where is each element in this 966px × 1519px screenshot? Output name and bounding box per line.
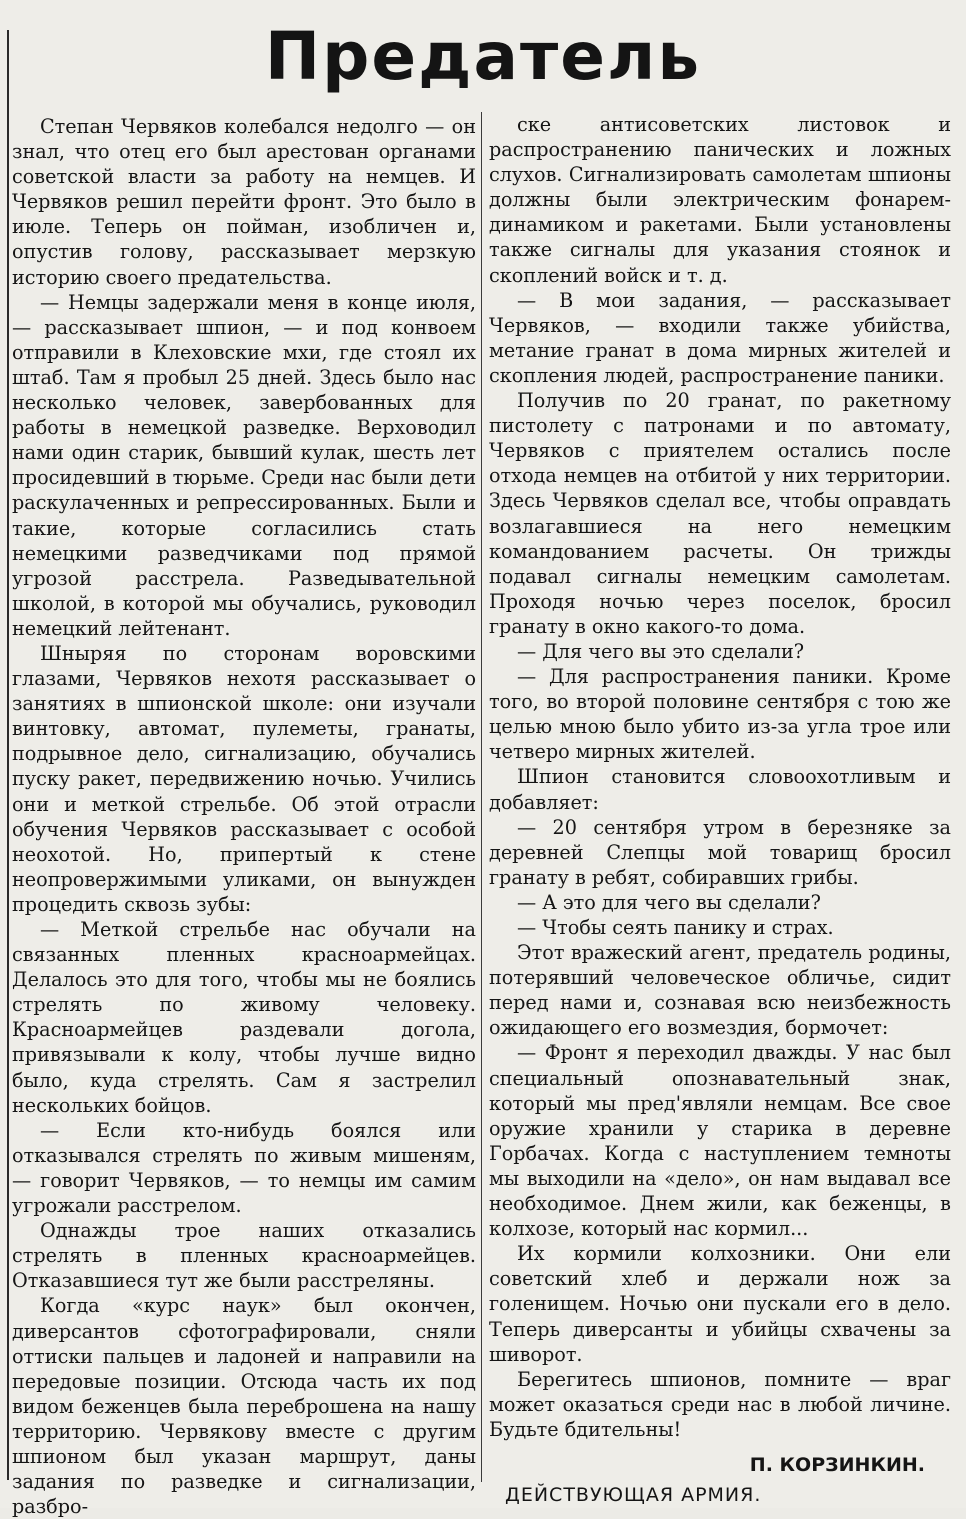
paragraph: Однажды трое наших отказались стрелять в пленных красноармейцев. Отказавшиеся тут же были расстреляны. [12, 1219, 476, 1293]
paragraph: — Чтобы сеять панику и страх. [517, 916, 834, 939]
paragraph: Получив по 20 гранат, по ракетному пистолету с патронами и по автомату, Червяков с приятелем остались после отхода немцев на отбитой у них территории. Здесь Червяков сделал все, чтобы оправдать возлагавшиеся на него немецким командованием расчеты. Он трижды подавал сигналы немецким самолетам. Проходя ночью через поселок, бросил гранату в окно какого-то дома. [489, 389, 951, 638]
paragraph: — Меткой стрельбе нас обучали на связанных пленных красноармейцах. Делалось это для того, чтобы мы не боялись стрелять по живому человеку. Красноармейцев раздевали догола, привязывали к колу, чтобы лучше видно было, куда стрелять. Сам я застрелил нескольких бойцов. [12, 918, 476, 1117]
paragraph: Шпион становится словоохотливым и добавляет: [489, 765, 951, 814]
paragraph: ске антисоветских листовок и распространению панических и ложных слухов. Сигнализировать самолетам шпионы должны были электрическим фонарем-динамиком и ракетами. Были установлены также сигналы для указания стоянок и скоплений войск и т. д. [489, 113, 951, 287]
paragraph: Когда «курс наук» был окончен, диверсантов сфотографировали, сняли оттиски пальцев и ладоней и направили на передовые позиции. Отсюда часть их под видом беженцев была переброшена на нашу территорию. Червякову вместе с другим шпионом был указан маршрут, даны задания по разведке и сигнализации, разбро- [12, 1294, 476, 1519]
right-column [489, 112, 951, 1508]
paragraph: — Немцы задержали меня в конце июля, — рассказывает шпион, — и под конвоем отправили в Клеховские мхи, где стоял их штаб. Там я пробыл 25 дней. Здесь было нас несколько человек, завербованных для работы в немецкой разведке. Верховодил нами один старик, бывший кулак, шесть лет просидевший в тюрьме. Среди нас были дети раскулаченных и репрессированных. Были и такие, которые согласились стать немецкими разведчиками под прямой угрозой расстрела. Разведывательной школой, в которой мы обучались, руководил немецкий лейтенант. [12, 290, 476, 640]
paragraph: Их кормили колхозники. Они ели советский хлеб и держали нож за голенищем. Ночью они пускали его в дело. Теперь диверсанты и убийцы схвачены за шиворот. [489, 1242, 951, 1366]
dateline: ДЕЙСТВУЮЩАЯ АРМИЯ. [505, 1483, 762, 1506]
author-signature: П. КОРЗИНКИН. [749, 1453, 925, 1476]
paragraph: Этот вражеский агент, предатель родины, потерявший человеческое обличье, сидит перед нами и, сознавая всю неизбежность ожидающего его возмездия, бормочет: [489, 941, 951, 1040]
paragraph: — Если кто-нибудь боялся или отказывался стрелять по живым мишеням, — говорит Червяков, — то немцы им самим угрожали расстрелом. [12, 1118, 476, 1218]
article-title: Предатель [264, 18, 702, 95]
paragraph: Шныряя по сторонам воровскими глазами, Червяков нехотя рассказывает о занятиях в шпионской школе: они изучали винтовку, автомат, пулеметы, гранаты, подрывное дело, сигнализацию, обучались пуску ракет, передвижению ночью. Учились они и меткой стрельбе. Об этой отрасли обучения Червяков рассказывает с особой неохотой. Но, припертый к стене неопровержимыми уликами, он вынужден процедить сквозь зубы: [12, 641, 476, 916]
paragraph: — Для распространения паники. Кроме того, во второй половине сентября с тою же целью мною было убито из-за угла трое или четверо мирных жителей. [489, 665, 951, 764]
left-border-rule [7, 30, 9, 1480]
paragraph: Берегитесь шпионов, помните — враг может оказаться среди нас в любой личине. Будьте бдительны! [489, 1367, 951, 1441]
paragraph: Степан Червяков колебался недолго — он знал, что отец его был арестован органами советской власти за работу на немцев. И Червяков решил перейти фронт. Это было в июле. Теперь он пойман, изобличен и, опустив голову, рассказывает мерзкую историю своего предательства. [12, 115, 476, 289]
column-divider [481, 112, 482, 1482]
paragraph: — А это для чего вы сделали? [517, 890, 821, 914]
paragraph: — Для чего вы это сделали? [517, 639, 805, 663]
left-column [12, 114, 476, 1519]
paragraph: — Фронт я переходил дважды. У нас был специальный опознавательный знак, который мы пред'являли немцам. Все свое оружие хранили у старика в деревне Горбачах. Когда с наступлением темноты мы выходили на «дело», он нам выдавал все необходимое. Днем жили, как беженцы, в колхозе, который нас кормил... [489, 1041, 951, 1241]
paragraph: — 20 сентября утром в березняке за деревней Слепцы мой товарищ бросил гранату в ребят, собиравших грибы. [489, 815, 951, 889]
paragraph: — В мои задания, — рассказывает Червяков, — входили также убийства, метание гранат в дома мирных жителей и скопления людей, распространение паники. [489, 288, 951, 387]
